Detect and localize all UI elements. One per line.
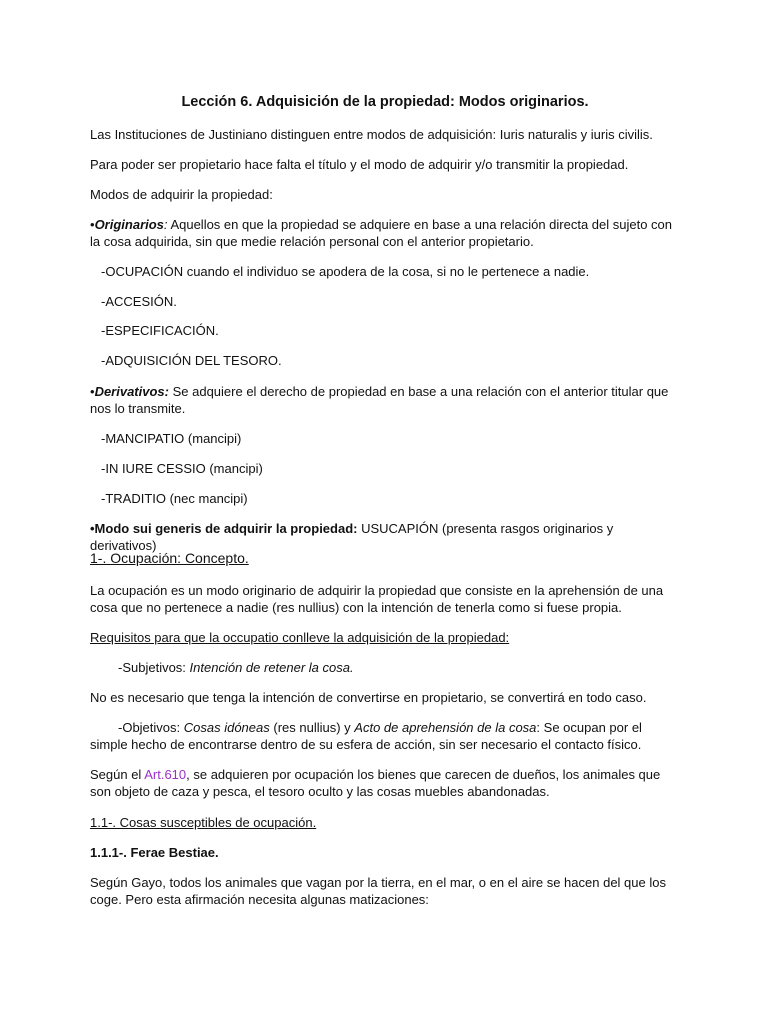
sui-generis-term: •Modo sui generis de adquirir la propiedad: bbox=[90, 521, 358, 536]
paragraph-modos: Modos de adquirir la propiedad: bbox=[90, 187, 273, 202]
objetivos-text: : Se ocupan por el simple hecho de encontrarse dentro de su esfera de acción, sin ser necesario el contacto físico. bbox=[90, 720, 642, 752]
list-item: -OCUPACIÓN cuando el individuo se apodera de la cosa, si no le pertenece a nadie. bbox=[101, 264, 590, 279]
subjetivos-item bbox=[90, 659, 708, 676]
sui-generis-text: USUCAPIÓN (presenta rasgos originarios y derivativos) bbox=[90, 521, 614, 553]
originarios-term: Originarios bbox=[94, 217, 164, 232]
sui-generis-paragraph bbox=[90, 520, 680, 554]
art-post: , se adquieren por ocupación los bienes que carecen de dueños, los animales que son objeto de caza y pesca, el tesoro oculto y las cosas muebles abandonadas. bbox=[90, 767, 661, 799]
list-item: -MANCIPATIO (mancipi) bbox=[101, 431, 242, 446]
list-item: -ACCESIÓN. bbox=[101, 294, 177, 309]
objetivos-term-2: Acto de aprehensión de la cosa bbox=[354, 720, 537, 735]
derivativos-term: Derivativos: bbox=[94, 384, 169, 399]
list-item: -TRADITIO (nec mancipi) bbox=[101, 491, 248, 506]
subjetivos-text: Intención de retener la cosa. bbox=[189, 660, 354, 675]
bullet: • bbox=[90, 384, 95, 399]
bullet: • bbox=[90, 217, 95, 232]
section-heading-ocupacion: 1-. Ocupación: Concepto. bbox=[90, 550, 249, 566]
page-title: Lección 6. Adquisición de la propiedad: Modos originarios. bbox=[181, 94, 589, 110]
paragraph-concepto: La ocupación es un modo originario de adquirir la propiedad que consiste en la aprehensión de una cosa que no pertenece a nadie (res nullius) con la intención de tenerla como si fuese propia. bbox=[90, 583, 664, 615]
art-pre: Según el bbox=[90, 767, 145, 782]
list-item: -ADQUISICIÓN DEL TESORO. bbox=[101, 353, 282, 368]
objetivos-label: -Objetivos: bbox=[118, 720, 184, 735]
derivativos-paragraph bbox=[90, 383, 680, 417]
subjetivos-label: -Subjetivos: bbox=[118, 660, 190, 675]
originarios-text: Aquellos en que la propiedad se adquiere en base a una relación directa del sujeto con la cosa adquirida, sin que medie relación personal con el anterior propietario. bbox=[90, 217, 673, 249]
objetivos-term-1: Cosas idóneas bbox=[183, 720, 270, 735]
list-item: -IN IURE CESSIO (mancipi) bbox=[101, 461, 263, 476]
objetivos-mid: (res nullius) y bbox=[269, 720, 355, 735]
section-heading-ferae-bestiae: 1.1.1-. Ferae Bestiae. bbox=[90, 845, 219, 860]
derivativos-text: Se adquiere el derecho de propiedad en base a una relación con el anterior titular que nos lo transmite. bbox=[90, 384, 669, 416]
paragraph-titulo-modo: Para poder ser propietario hace falta el título y el modo de adquirir y/o transmitir la propiedad. bbox=[90, 157, 629, 172]
paragraph-articulo bbox=[90, 766, 680, 800]
paragraph-instituciones: Las Instituciones de Justiniano distinguen entre modos de adquisición: Iuris naturalis y iuris civilis. bbox=[90, 127, 653, 142]
originarios-colon: : bbox=[163, 217, 168, 232]
paragraph-gayo: Según Gayo, todos los animales que vagan por la tierra, en el mar, o en el aire se hacen del que los coge. Pero esta afirmación necesita algunas matizaciones: bbox=[90, 875, 666, 907]
art-610-link[interactable]: Art.610 bbox=[144, 767, 187, 782]
list-item: -ESPECIFICACIÓN. bbox=[101, 323, 219, 338]
objetivos-item bbox=[90, 719, 680, 753]
requisitos-heading: Requisitos para que la occupatio conlleve la adquisición de la propiedad: bbox=[90, 630, 510, 645]
paragraph-no-necesario: No es necesario que tenga la intención de convertirse en propietario, se convertirá en todo caso. bbox=[90, 690, 647, 705]
section-heading-cosas-susceptibles: 1.1-. Cosas susceptibles de ocupación. bbox=[90, 815, 317, 830]
originarios-paragraph bbox=[90, 216, 680, 250]
